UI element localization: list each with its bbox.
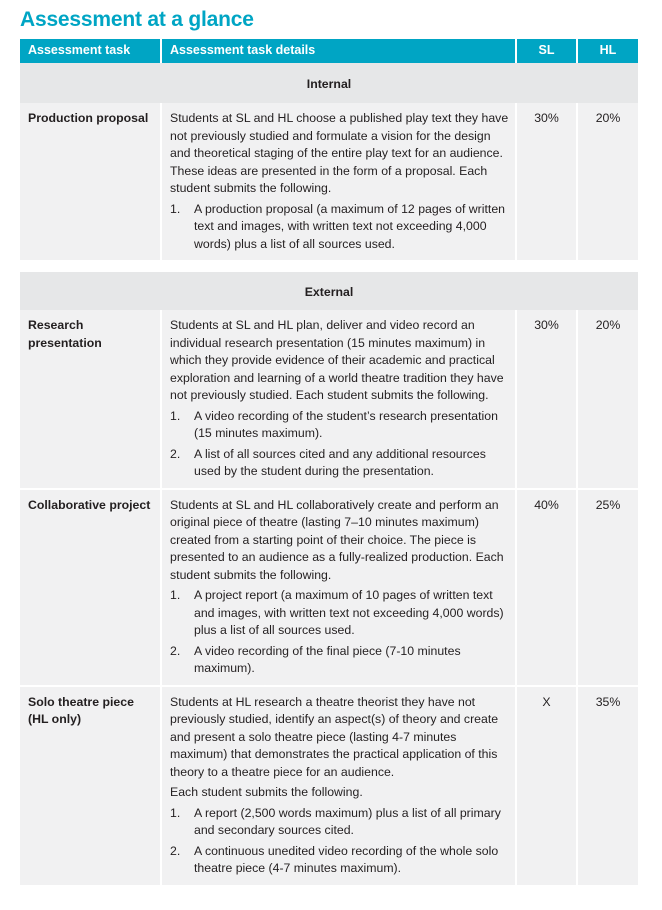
section-label-internal: Internal	[20, 63, 638, 103]
sl-weight: X	[516, 686, 577, 885]
submission-item	[170, 843, 509, 878]
item-number: 2.	[170, 843, 181, 858]
task-description: Students at SL and HL collaboratively create and perform an original piece of theatre (lasting 7–10 minutes maximum) created from a starting point of their choice. The piece is presented to an audience as a fully-realized production. Each student submits the following.	[170, 497, 504, 582]
task-details	[161, 310, 516, 489]
sl-weight: 30%	[516, 310, 577, 489]
task-name: Production proposal	[20, 103, 161, 260]
assessment-table	[20, 39, 638, 885]
item-number: 2.	[170, 643, 181, 658]
header-task-details: Assessment task details	[161, 39, 516, 63]
section-spacer	[20, 260, 638, 272]
task-name: Research presentation	[20, 310, 161, 489]
submission-item	[170, 446, 509, 481]
item-number: 1.	[170, 408, 181, 423]
task-name: Collaborative project	[20, 489, 161, 686]
task-details	[161, 489, 516, 686]
item-text: A video recording of the final piece (7-10 minutes maximum).	[194, 643, 461, 675]
hl-weight: 35%	[577, 686, 638, 885]
task-description: Students at SL and HL plan, deliver and video record an individual research presentation (15 minutes maximum) in which they provide evidence of their academic and practical exploration and learning of a world theatre tradition they have not previously studied. Each student submits the following.	[170, 318, 504, 402]
table-header-row	[20, 39, 638, 63]
task-submission-note: Each student submits the following.	[170, 785, 363, 799]
item-text: A production proposal (a maximum of 12 pages of written text and images, with written text not exceeding 4,000 words) plus a list of all sources used.	[194, 201, 506, 251]
section-external	[20, 272, 638, 310]
header-sl: SL	[516, 39, 577, 63]
submission-list	[170, 201, 509, 254]
task-details	[161, 686, 516, 885]
submission-item	[170, 201, 509, 254]
submission-item	[170, 643, 509, 678]
task-row-research-presentation	[20, 310, 638, 489]
hl-weight: 20%	[577, 310, 638, 489]
item-text: A video recording of the student’s research presentation (15 minutes maximum).	[194, 408, 498, 440]
task-name: Solo theatre piece (HL only)	[20, 686, 161, 885]
task-description: Students at HL research a theatre theorist they have not previously studied, identify an aspect(s) of theory and create and present a solo theatre piece (lasting 4-7 minutes maximum) that demonstrates the practical application of this theory to a theatre piece for an audience.	[170, 694, 499, 779]
submission-list	[170, 408, 509, 481]
sl-weight: 30%	[516, 103, 577, 260]
item-text: A report (2,500 words maximum) plus a list of all primary and secondary sources cited.	[194, 805, 501, 837]
item-number: 1.	[170, 201, 181, 216]
submission-item	[170, 587, 509, 640]
item-number: 1.	[170, 588, 181, 602]
item-text: A list of all sources cited and any additional resources used by the student during the presentation.	[194, 446, 486, 478]
submission-list	[170, 587, 509, 678]
task-row-collaborative-project	[20, 489, 638, 686]
sl-weight: 40%	[516, 489, 577, 686]
page-title: Assessment at a glance	[20, 8, 254, 31]
submission-list	[170, 805, 509, 878]
task-details	[161, 103, 516, 260]
submission-item	[170, 408, 509, 443]
submission-item	[170, 805, 509, 840]
item-text: A project report (a maximum of 10 pages of written text and images, with written text not exceeding 4,000 words) plus a list of all sources used.	[194, 588, 504, 637]
item-number: 2.	[170, 446, 181, 461]
item-text: A continuous unedited video recording of the whole solo theatre piece (4-7 minutes maximum).	[194, 843, 499, 875]
section-label-external: External	[20, 272, 638, 310]
item-number: 1.	[170, 805, 181, 820]
header-hl: HL	[577, 39, 638, 63]
task-row-production-proposal	[20, 103, 638, 260]
header-assessment-task: Assessment task	[20, 39, 161, 63]
task-description: Students at SL and HL choose a published play text they have not previously studied and formulate a vision for the design and theoretical staging of the entire play text for an audience. These ideas are presented in the form of a proposal. Each student submits the following.	[170, 111, 509, 195]
hl-weight: 25%	[577, 489, 638, 686]
task-row-solo-theatre-piece	[20, 686, 638, 885]
section-internal	[20, 63, 638, 103]
hl-weight: 20%	[577, 103, 638, 260]
